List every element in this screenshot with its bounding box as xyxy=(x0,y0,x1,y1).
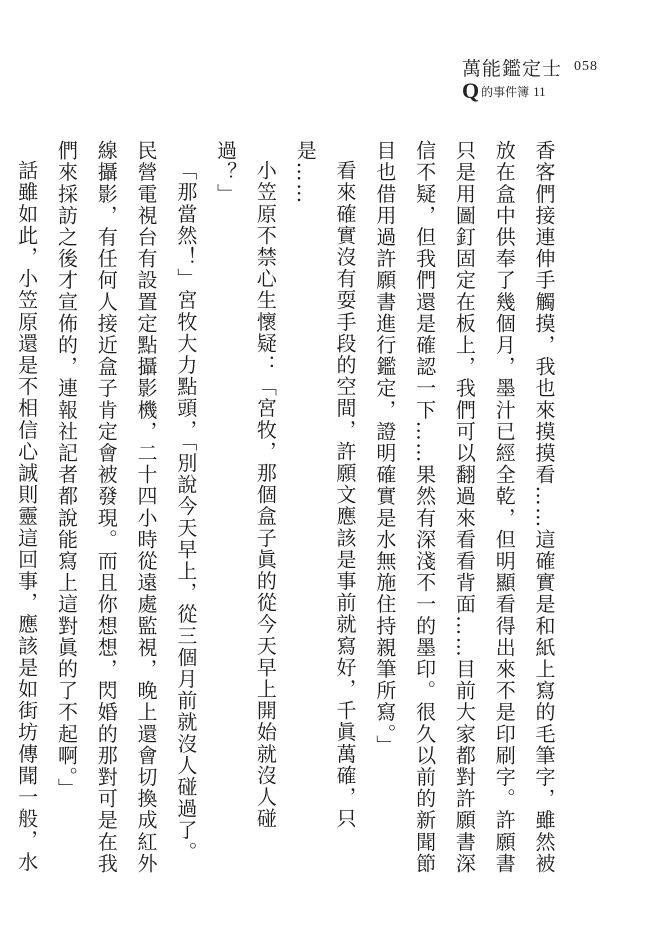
series-subtitle-text: 的事件簿 xyxy=(481,85,530,99)
paragraph: 香客們接連伸手觸摸，我也來摸摸看……這確實是和紙上寫的毛筆字，雖然被放在盒中供奉了幾個月，墨汁已經全乾，但明顯看得出來不是印刷字。許願書只是用圖釘固定在板上，我們可以翻過來看看背面……目前大家都對許願書深信不疑，但我們還是確認一下……果然有深淺不一的墨印。很久以前的新聞節目也借用過許願書進行鑑定，證明確實是水無施住持親筆所寫。」 xyxy=(372,140,556,875)
running-header xyxy=(0,48,663,108)
paragraph: 話雖如此，小笠原還是不相信心誠則靈這回事，應該是如街坊傳聞一般，水 xyxy=(14,160,39,873)
paragraph: 小笠原不禁心生懷疑：「宮牧，那個盒子眞的從今天早上開始就沒人碰過？」 xyxy=(213,140,278,830)
series-subtitle xyxy=(462,78,546,104)
paragraph: 「那當然！」宮牧大力點頭，「別說今天早上，從三個月前就沒人碰過了。民營電視台有設置定點攝影機，二十四小時從遠處監視，晚上還會切換成紅外線攝影，有任何人接近盒子肯定會被發現。而且你想想，閃婚的那對可是在我們來採訪之後才宣佈的，連報社記者都說能寫上這對眞的了不起啊。」 xyxy=(54,140,198,875)
body-text xyxy=(14,140,563,880)
paragraph: 看來確實沒有耍手段的空間，許願文應該是事前就寫好，千眞萬確，只是…… xyxy=(293,140,358,830)
book-title: 萬能鑑定士 xyxy=(462,58,563,80)
series-letter: Q xyxy=(462,78,480,103)
page-number: 058 xyxy=(574,59,598,74)
volume-number: 11 xyxy=(533,84,546,99)
